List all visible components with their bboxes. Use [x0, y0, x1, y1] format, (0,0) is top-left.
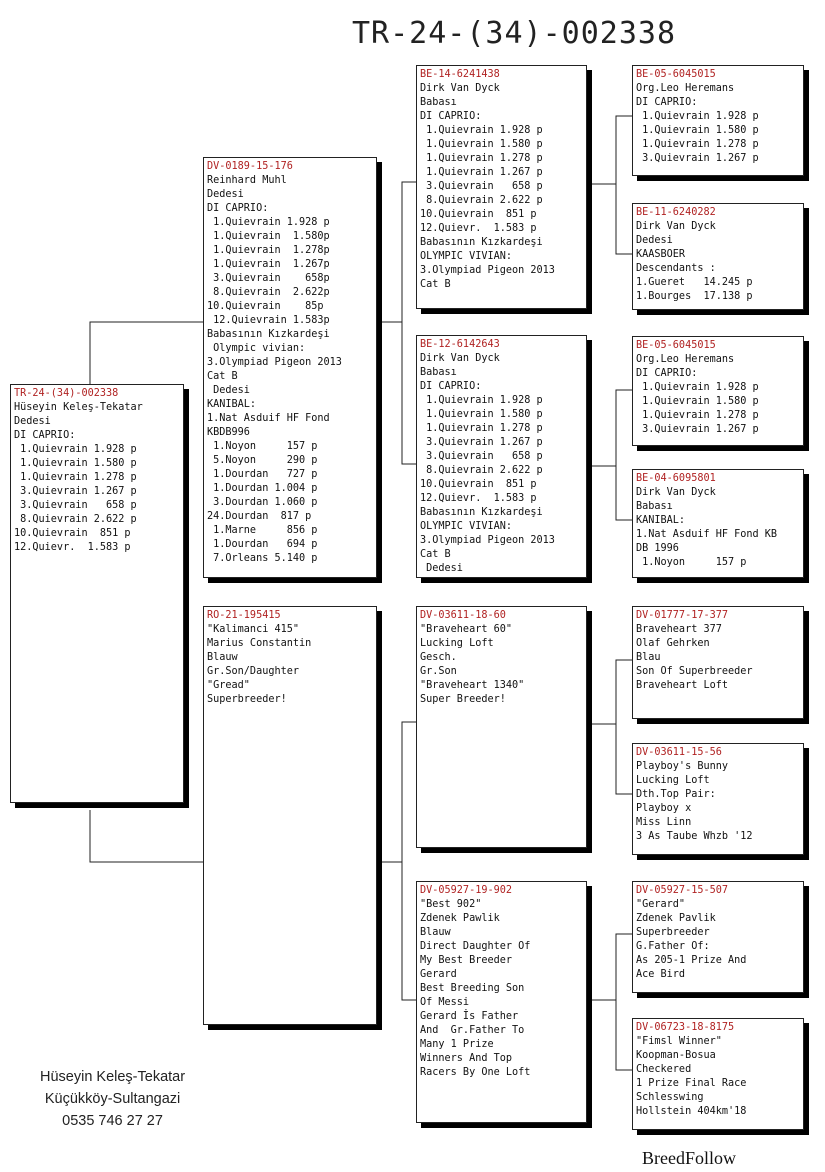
- card-line: 10.Quievrain 85p: [207, 301, 324, 312]
- card-line: 1.Quievrain 1.278p: [207, 245, 330, 256]
- ring-number: BE-11-6240282: [636, 207, 716, 218]
- card-line: "Braveheart 1340": [420, 680, 525, 691]
- card-line: Zdenek Pavlik: [636, 913, 716, 924]
- card-line: Superbreeder!: [207, 694, 287, 705]
- card-line: 8.Quievrain 2.622 p: [420, 465, 543, 476]
- card-line: 3.Quievrain 658 p: [420, 181, 543, 192]
- card-line: Schlesswing: [636, 1092, 704, 1103]
- card-line: G.Father Of:: [636, 941, 710, 952]
- card-line: 3.Quievrain 1.267 p: [420, 437, 543, 448]
- pedigree-title: TR-24-(34)-002338: [352, 16, 677, 51]
- card-line: Best Breeding Son: [420, 983, 525, 994]
- card-line: Racers By One Loft: [420, 1067, 531, 1078]
- card-line: 3.Quievrain 1.267 p: [636, 424, 759, 435]
- card-line: Gerard: [420, 969, 457, 980]
- card-line: 1.Quievrain 1.278 p: [420, 423, 543, 434]
- card-line: "Gread": [207, 680, 250, 691]
- card-line: 12.Quievrain 1.583p: [207, 315, 330, 326]
- card-details: [420, 898, 583, 1080]
- card-line: 1.Quievrain 1.928 p: [636, 382, 759, 393]
- card-line: 10.Quievrain 851 p: [14, 528, 131, 539]
- card-line: Hüseyin Keleş-Tekatar: [14, 402, 143, 413]
- owner-info: [40, 1066, 185, 1132]
- card-line: 1.Quievrain 1.278 p: [636, 139, 759, 150]
- ring-number: BE-04-6095801: [636, 473, 716, 484]
- owner-name: Hüseyin Keleş-Tekatar: [40, 1069, 186, 1085]
- dam-sire-dam-card: [632, 743, 804, 855]
- sire-dam-sire-card: [632, 336, 804, 446]
- card-line: Blau: [636, 652, 661, 663]
- dam-sire-sire-card: [632, 606, 804, 719]
- card-line: DI CAPRIO:: [636, 97, 698, 108]
- ring-number: DV-06723-18-8175: [636, 1022, 735, 1033]
- ring-number: BE-14-6241438: [420, 69, 500, 80]
- card-line: 1.Quievrain 1.928 p: [636, 111, 759, 122]
- card-details: [636, 1035, 800, 1119]
- card-line: 1.Quievrain 1.278 p: [636, 410, 759, 421]
- card-line: 1.Quievrain 1.580 p: [420, 139, 543, 150]
- card-line: Dth.Top Pair:: [636, 789, 716, 800]
- card-details: [636, 82, 800, 166]
- card-line: 10.Quievrain 851 p: [420, 479, 537, 490]
- card-line: "Braveheart 60": [420, 624, 513, 635]
- sire-sire-dam-card: [632, 203, 804, 310]
- card-line: 12.Quievr. 1.583 p: [420, 223, 537, 234]
- card-line: Ace Bird: [636, 969, 686, 980]
- card-line: 1.Bourges 17.138 p: [636, 291, 753, 302]
- owner-phone: 0535 746 27 27: [62, 1113, 163, 1129]
- card-line: 1.Quievrain 1.267 p: [420, 167, 543, 178]
- subject-pigeon-card: [10, 384, 184, 803]
- card-line: Cat B: [207, 371, 238, 382]
- sire-dam-card: [416, 335, 587, 578]
- owner-location: Küçükköy-Sultangazi: [44, 1091, 181, 1107]
- card-details: [636, 760, 800, 844]
- card-line: 10.Quievrain 851 p: [420, 209, 537, 220]
- dam-dam-dam-card: [632, 1018, 804, 1130]
- card-line: Dedesi: [207, 385, 250, 396]
- card-line: Org.Leo Heremans: [636, 354, 735, 365]
- card-line: Super Breeder!: [420, 694, 506, 705]
- card-line: DI CAPRIO:: [207, 203, 269, 214]
- card-line: Dedesi: [420, 563, 463, 574]
- card-details: [636, 898, 800, 982]
- ring-number: BE-05-6045015: [636, 340, 716, 351]
- brand-logo: BreedFollow: [642, 1148, 736, 1168]
- ring-number: DV-01777-17-377: [636, 610, 729, 621]
- card-line: DB 1996: [636, 543, 679, 554]
- card-details: [636, 623, 800, 693]
- ring-number: DV-03611-15-56: [636, 747, 722, 758]
- card-line: 1.Quievrain 1.928 p: [420, 125, 543, 136]
- dam-sire-card: [416, 606, 587, 848]
- card-line: Superbreeder: [636, 927, 710, 938]
- card-line: DI CAPRIO:: [420, 111, 482, 122]
- card-line: 3.Olympiad Pigeon 2013: [420, 535, 555, 546]
- card-line: Babası: [420, 97, 457, 108]
- card-line: Playboy x: [636, 803, 692, 814]
- card-line: Koopman-Bosua: [636, 1050, 716, 1061]
- card-line: "Kalimanci 415": [207, 624, 300, 635]
- card-line: KANIBAL:: [636, 515, 686, 526]
- card-line: Blauw: [207, 652, 238, 663]
- card-line: 3.Quievrain 658 p: [14, 500, 137, 511]
- ring-number: DV-05927-19-902: [420, 885, 513, 896]
- card-line: Dirk Van Dyck: [636, 487, 716, 498]
- sire-sire-sire-card: [632, 65, 804, 176]
- card-line: 12.Quievr. 1.583 p: [420, 493, 537, 504]
- card-line: Descendants :: [636, 263, 716, 274]
- card-line: Babası: [636, 501, 673, 512]
- card-details: [14, 401, 180, 555]
- card-line: Blauw: [420, 927, 451, 938]
- card-details: [420, 623, 583, 707]
- card-line: OLYMPIC VIVIAN:: [420, 251, 513, 262]
- card-line: 1.Quievrain 1.580 p: [636, 396, 759, 407]
- card-line: Zdenek Pawlik: [420, 913, 500, 924]
- card-line: KAASBOER: [636, 249, 686, 260]
- card-line: DI CAPRIO:: [14, 430, 76, 441]
- card-line: 1.Noyon 157 p: [207, 441, 318, 452]
- card-line: 1.Nat Asduif HF Fond: [207, 413, 330, 424]
- card-line: 3.Quievrain 658 p: [420, 451, 543, 462]
- card-line: 8.Quievrain 2.622 p: [420, 195, 543, 206]
- card-line: Winners And Top: [420, 1053, 513, 1064]
- card-details: [207, 174, 373, 566]
- sire-card: [203, 157, 377, 578]
- ring-number: DV-03611-18-60: [420, 610, 506, 621]
- card-line: 1.Gueret 14.245 p: [636, 277, 753, 288]
- card-line: 1.Dourdan 1.004 p: [207, 483, 318, 494]
- card-line: Lucking Loft: [420, 638, 494, 649]
- card-line: Dirk Van Dyck: [636, 221, 716, 232]
- card-details: [636, 220, 800, 304]
- card-line: And Gr.Father To: [420, 1025, 525, 1036]
- dam-dam-card: [416, 881, 587, 1123]
- card-line: 12.Quievr. 1.583 p: [14, 542, 131, 553]
- card-line: Olympic vivian:: [207, 343, 306, 354]
- card-line: Olaf Gehrken: [636, 638, 710, 649]
- card-line: 1.Nat Asduif HF Fond KB: [636, 529, 778, 540]
- card-line: 8.Quievrain 2.622 p: [14, 514, 137, 525]
- card-line: Marius Constantin: [207, 638, 312, 649]
- card-line: 1.Dourdan 694 p: [207, 539, 318, 550]
- card-details: [420, 82, 583, 292]
- card-line: 3.Quievrain 658p: [207, 273, 330, 284]
- dam-dam-sire-card: [632, 881, 804, 993]
- card-line: Of Messi: [420, 997, 470, 1008]
- card-line: 1 Prize Final Race: [636, 1078, 747, 1089]
- card-line: KBDB996: [207, 427, 250, 438]
- card-line: 1.Quievrain 1.580p: [207, 231, 330, 242]
- card-line: OLYMPIC VIVIAN:: [420, 521, 513, 532]
- card-line: Playboy's Bunny: [636, 761, 729, 772]
- card-line: Babasının Kızkardeşi: [207, 329, 330, 340]
- card-line: "Best 902": [420, 899, 482, 910]
- card-line: 1.Quievrain 1.278 p: [420, 153, 543, 164]
- card-line: 3 As Taube Whzb '12: [636, 831, 753, 842]
- sire-dam-dam-card: [632, 469, 804, 578]
- card-line: "Fimsl Winner": [636, 1036, 722, 1047]
- card-details: [636, 486, 800, 570]
- card-line: Gr.Son/Daughter: [207, 666, 300, 677]
- card-line: 3.Dourdan 1.060 p: [207, 497, 318, 508]
- card-line: "Gerard": [636, 899, 686, 910]
- card-line: 8.Quievrain 2.622p: [207, 287, 330, 298]
- card-line: 1.Quievrain 1.928 p: [207, 217, 330, 228]
- card-line: Braveheart 377: [636, 624, 722, 635]
- ring-number: DV-0189-15-176: [207, 161, 293, 172]
- card-line: 1.Noyon 157 p: [636, 557, 747, 568]
- card-line: Direct Daughter Of: [420, 941, 531, 952]
- card-line: Cat B: [420, 549, 451, 560]
- card-line: Son Of Superbreeder: [636, 666, 753, 677]
- card-line: Org.Leo Heremans: [636, 83, 735, 94]
- card-details: [420, 352, 583, 576]
- card-line: 3.Olympiad Pigeon 2013: [420, 265, 555, 276]
- card-line: 1.Dourdan 727 p: [207, 469, 318, 480]
- card-line: Dirk Van Dyck: [420, 83, 500, 94]
- sire-sire-card: [416, 65, 587, 309]
- card-line: DI CAPRIO:: [420, 381, 482, 392]
- card-line: KANIBAL:: [207, 399, 257, 410]
- card-line: DI CAPRIO:: [636, 368, 698, 379]
- card-line: Gr.Son: [420, 666, 457, 677]
- card-line: My Best Breeder: [420, 955, 513, 966]
- ring-number: TR-24-(34)-002338: [14, 388, 119, 399]
- card-line: Reinhard Muhl: [207, 175, 287, 186]
- card-line: 1.Quievrain 1.928 p: [420, 395, 543, 406]
- card-line: 3.Quievrain 1.267 p: [14, 486, 137, 497]
- card-line: 1.Quievrain 1.580 p: [14, 458, 137, 469]
- card-line: As 205-1 Prize And: [636, 955, 747, 966]
- card-line: Babasının Kızkardeşi: [420, 237, 543, 248]
- dam-card: [203, 606, 377, 1025]
- card-line: 1.Quievrain 1.580 p: [636, 125, 759, 136]
- ring-number: DV-05927-15-507: [636, 885, 729, 896]
- card-line: Hollstein 404km'18: [636, 1106, 747, 1117]
- card-line: Dedesi: [636, 235, 673, 246]
- card-details: [636, 353, 800, 437]
- card-line: Dedesi: [14, 416, 51, 427]
- card-line: Babasının Kızkardeşi: [420, 507, 543, 518]
- card-line: 1.Marne 856 p: [207, 525, 318, 536]
- card-line: 1.Quievrain 1.267p: [207, 259, 330, 270]
- card-line: 5.Noyon 290 p: [207, 455, 318, 466]
- card-line: Miss Linn: [636, 817, 692, 828]
- card-line: 3.Quievrain 1.267 p: [636, 153, 759, 164]
- card-line: 1.Quievrain 1.580 p: [420, 409, 543, 420]
- card-line: Gerard İs Father: [420, 1011, 519, 1022]
- ring-number: BE-12-6142643: [420, 339, 500, 350]
- card-line: 3.Olympiad Pigeon 2013: [207, 357, 342, 368]
- card-line: Checkered: [636, 1064, 692, 1075]
- card-line: 1.Quievrain 1.928 p: [14, 444, 137, 455]
- card-line: Gesch.: [420, 652, 457, 663]
- card-line: Many 1 Prize: [420, 1039, 494, 1050]
- card-line: Lucking Loft: [636, 775, 710, 786]
- card-line: Braveheart Loft: [636, 680, 729, 691]
- card-line: 24.Dourdan 817 p: [207, 511, 312, 522]
- card-line: Cat B: [420, 279, 451, 290]
- ring-number: BE-05-6045015: [636, 69, 716, 80]
- card-details: [207, 623, 373, 707]
- card-line: 1.Quievrain 1.278 p: [14, 472, 137, 483]
- card-line: Dirk Van Dyck: [420, 353, 500, 364]
- ring-number: RO-21-195415: [207, 610, 281, 621]
- card-line: Babası: [420, 367, 457, 378]
- card-line: Dedesi: [207, 189, 244, 200]
- card-line: 7.Orleans 5.140 p: [207, 553, 318, 564]
